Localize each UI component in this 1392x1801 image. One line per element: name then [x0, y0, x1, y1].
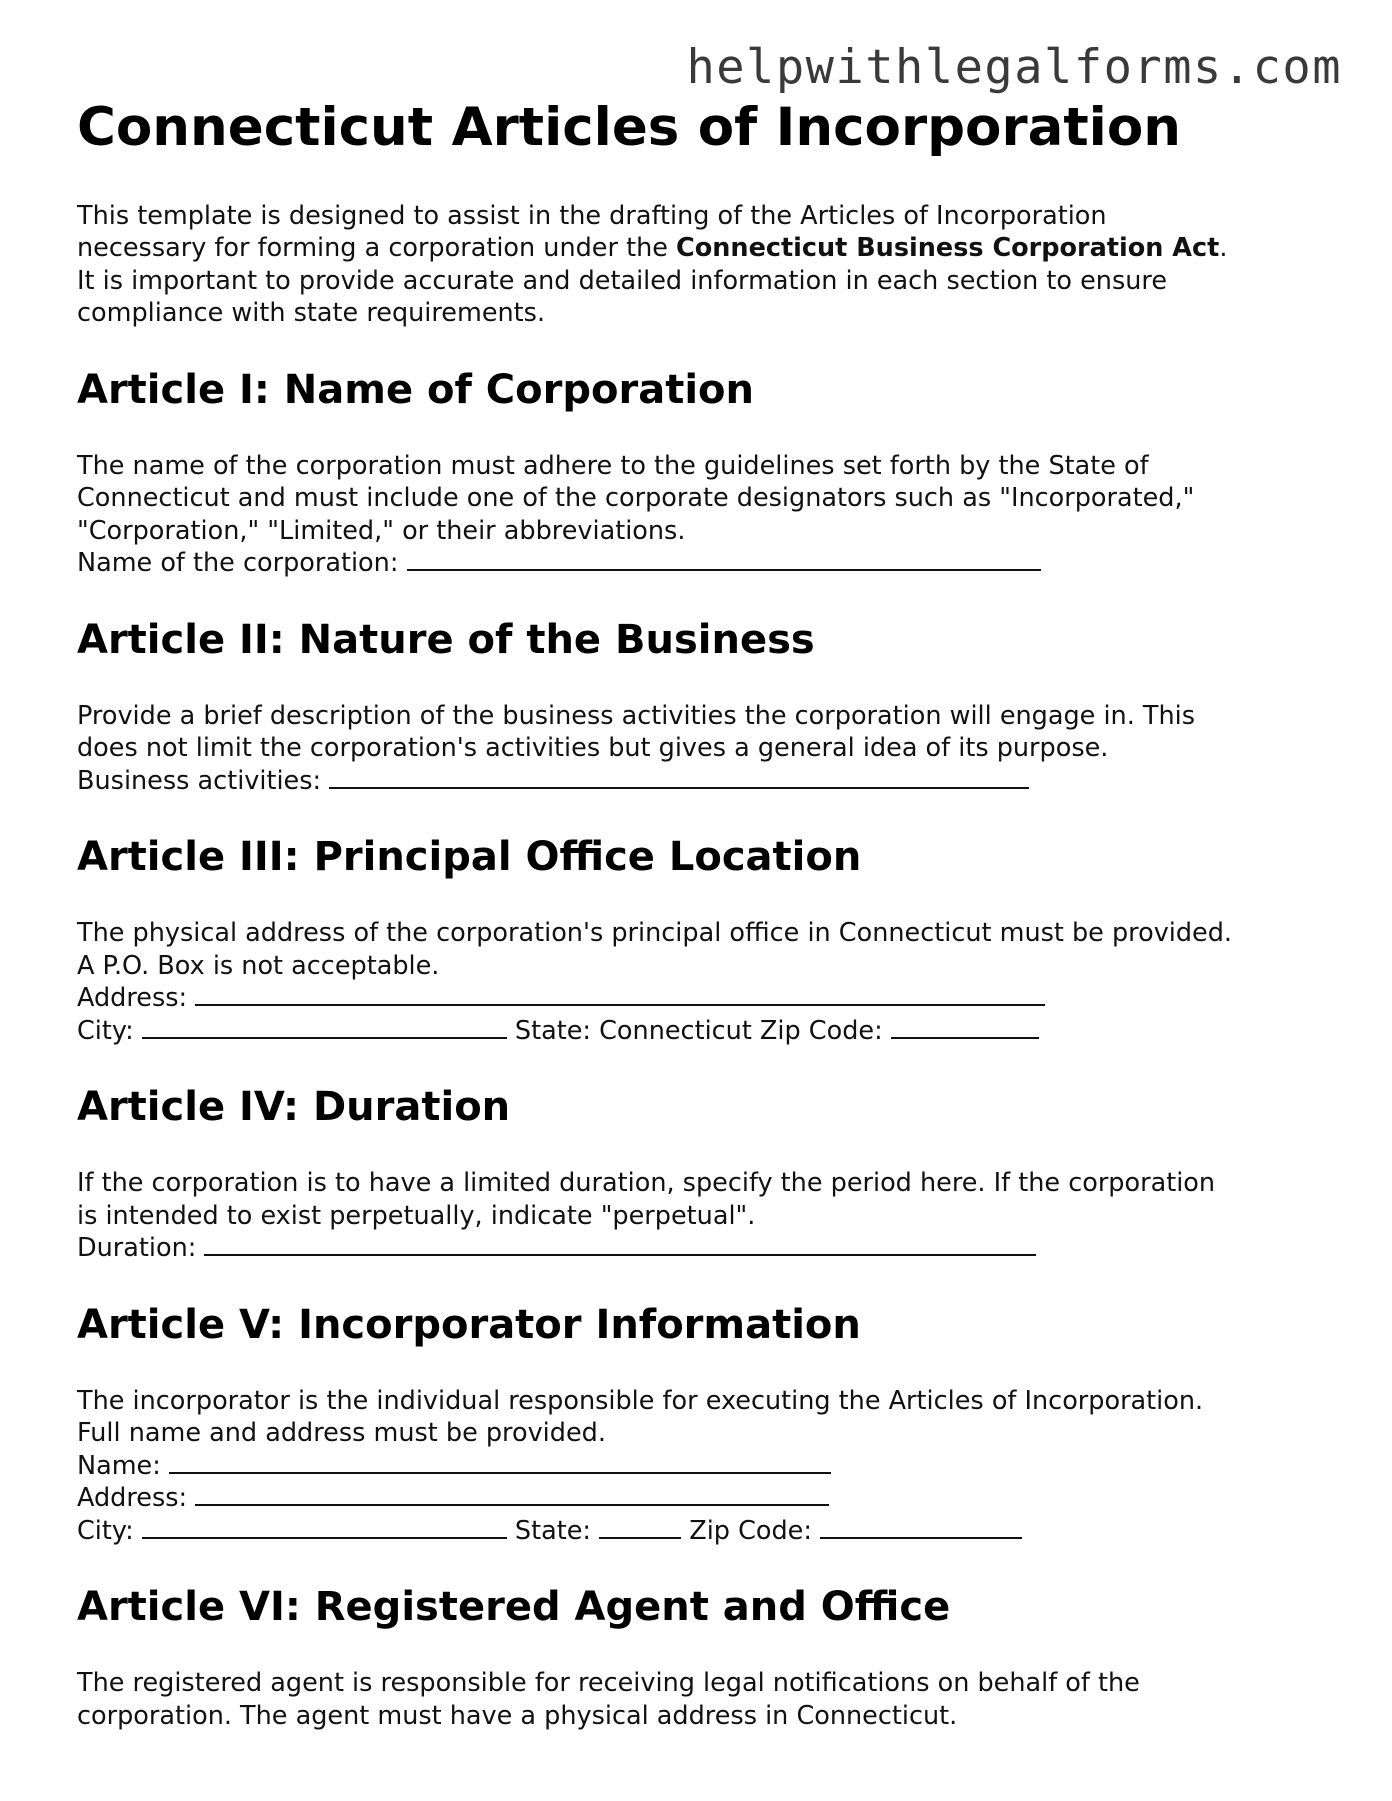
office-city-label: City: [77, 1015, 142, 1046]
business-activities-row [77, 765, 1337, 798]
incorporator-name-blank[interactable] [169, 1450, 831, 1474]
article-2-heading: Article II: Nature of the Business [77, 616, 815, 663]
business-activities-label: Business activities: [77, 765, 330, 796]
article-4-line: If the corporation is to have a limited duration, specify the period here. If the corporation [77, 1168, 1216, 1199]
duration-blank[interactable] [204, 1232, 1036, 1256]
incorporator-address-row [77, 1482, 1337, 1515]
article-4-heading: Article IV: Duration [77, 1084, 511, 1131]
office-address-row [77, 982, 1337, 1015]
document-body [77, 96, 1337, 1768]
incorporator-city-row [77, 1515, 1337, 1548]
article-3-line: The physical address of the corporation's principal office in Connecticut must be provided. [77, 918, 1233, 949]
office-zip-blank[interactable] [891, 1015, 1039, 1039]
article-4-line: is intended to exist perpetually, indicate "perpetual". [77, 1200, 756, 1231]
article-5-paragraph [77, 1385, 1337, 1548]
article-6-heading: Article VI: Registered Agent and Office [77, 1584, 951, 1631]
incorporator-city-blank[interactable] [142, 1515, 507, 1539]
intro-line: This template is designed to assist in the drafting of the Articles of Incorporation [77, 200, 1107, 231]
corporation-name-label: Name of the corporation: [77, 548, 407, 579]
corporation-name-blank[interactable] [407, 547, 1041, 571]
intro-paragraph [77, 200, 1337, 330]
duration-row [77, 1232, 1337, 1265]
article-6-line: corporation. The agent must have a physical address in Connecticut. [77, 1700, 958, 1731]
article-3-line: A P.O. Box is not acceptable. [77, 950, 440, 981]
document-title: Connecticut Articles of Incorporation [77, 97, 1181, 158]
article-1-heading: Article I: Name of Corporation [77, 366, 754, 413]
incorporator-address-label: Address: [77, 1483, 196, 1514]
article-3-heading: Article III: Principal Office Location [77, 834, 862, 881]
office-address-blank[interactable] [195, 982, 1045, 1006]
article-2-line: Provide a brief description of the business activities the corporation will engage in. This [77, 700, 1196, 731]
incorporator-name-label: Name: [77, 1450, 169, 1481]
duration-label: Duration: [77, 1233, 205, 1264]
office-city-row [77, 1015, 1337, 1048]
article-3-paragraph [77, 917, 1337, 1047]
article-2-paragraph [77, 700, 1337, 798]
article-5-heading: Article V: Incorporator Information [77, 1301, 861, 1348]
intro-line: It is important to provide accurate and detailed information in each section to ensure [77, 265, 1168, 296]
incorporator-zip-label: Zip Code: [681, 1515, 821, 1546]
intro-line: compliance with state requirements. [77, 298, 546, 329]
article-1-paragraph [77, 450, 1337, 580]
office-address-label: Address: [77, 983, 196, 1014]
article-1-line: "Corporation," "Limited," or their abbreviations. [77, 515, 686, 546]
incorporator-address-blank[interactable] [195, 1482, 829, 1506]
article-6-paragraph [77, 1667, 1337, 1732]
article-2-line: does not limit the corporation's activities but gives a general idea of its purpose. [77, 733, 1109, 764]
office-city-blank[interactable] [142, 1015, 507, 1039]
incorporator-city-label: City: [77, 1515, 142, 1546]
office-state-label: State: Connecticut Zip Code: [506, 1015, 891, 1046]
incorporator-state-blank[interactable] [599, 1515, 681, 1539]
site-watermark: helpwithlegalforms.com [686, 40, 1342, 95]
business-activities-blank[interactable] [329, 765, 1029, 789]
incorporator-state-label: State: [506, 1515, 600, 1546]
article-5-line: Full name and address must be provided. [77, 1418, 606, 1449]
incorporator-name-row [77, 1450, 1337, 1483]
act-name: Connecticut Business Corporation Act [676, 233, 1220, 264]
article-1-line: The name of the corporation must adhere to the guidelines set forth by the State of [77, 450, 1149, 481]
intro-line: necessary for forming a corporation under the Connecticut Business Corporation Act. [77, 233, 1228, 264]
incorporator-zip-blank[interactable] [820, 1515, 1022, 1539]
article-1-line: Connecticut and must include one of the corporate designators such as "Incorporated," [77, 483, 1195, 514]
article-5-line: The incorporator is the individual responsible for executing the Articles of Incorporation. [77, 1385, 1204, 1416]
article-6-line: The registered agent is responsible for receiving legal notifications on behalf of the [77, 1668, 1140, 1699]
corporation-name-row [77, 547, 1337, 580]
article-4-paragraph [77, 1167, 1337, 1265]
